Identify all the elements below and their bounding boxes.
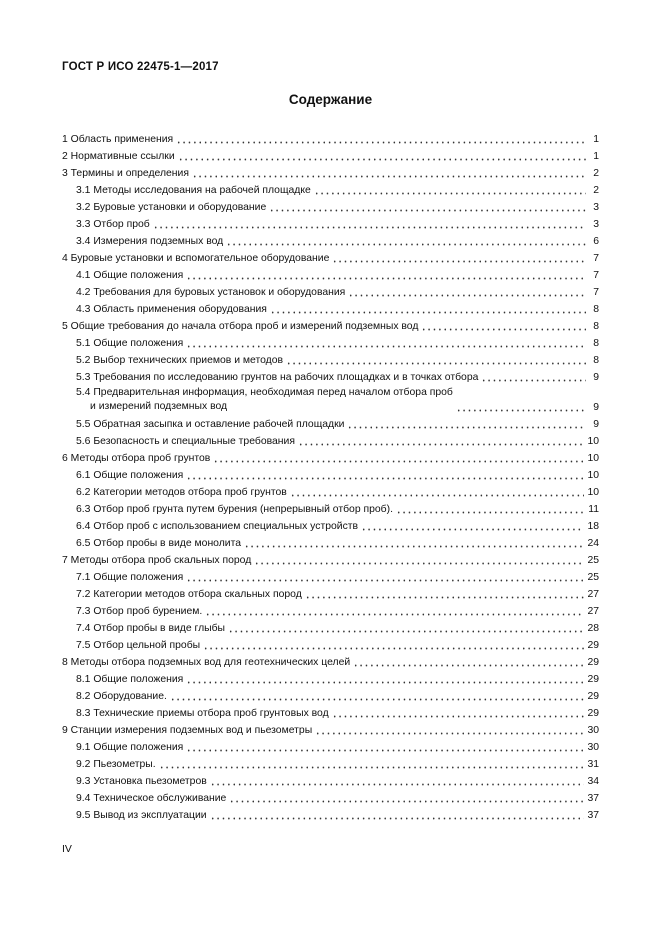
toc-entry[interactable] xyxy=(62,414,599,431)
dot-leader xyxy=(332,260,586,263)
toc-entry-title: 4.3 Область применения оборудования xyxy=(76,304,267,315)
toc-entry-page: 25 xyxy=(587,555,599,566)
toc-entry-page: 9 xyxy=(593,419,599,430)
dot-leader xyxy=(421,328,586,331)
toc-entry-title: 5.5 Обратная засыпка и оставление рабочей площадки xyxy=(76,419,345,430)
dot-leader xyxy=(210,783,585,786)
toc-entry-title: 5.1 Общие положения xyxy=(76,338,184,349)
dot-leader xyxy=(315,732,584,735)
toc-entry[interactable] xyxy=(62,299,599,316)
toc-entry[interactable] xyxy=(62,516,599,533)
toc-entry[interactable] xyxy=(62,805,599,822)
toc-entry-page: 7 xyxy=(593,270,599,281)
toc-entry-page: 6 xyxy=(593,236,599,247)
toc-entry[interactable] xyxy=(62,197,599,214)
dot-leader xyxy=(347,426,586,429)
toc-entry-title: 5.3 Требования по исследованию грунтов на рабочих площадках и в точках отбора xyxy=(76,372,479,383)
dot-leader xyxy=(170,698,585,701)
dot-leader xyxy=(186,579,584,582)
toc-entry-page: 7 xyxy=(593,287,599,298)
toc-entry-title: 8.3 Технические приемы отбора проб грунтовых вод xyxy=(76,708,329,719)
dot-leader xyxy=(305,596,585,599)
toc-entry[interactable] xyxy=(62,618,599,635)
toc-entry[interactable] xyxy=(62,248,599,265)
dot-leader xyxy=(159,766,585,769)
toc-entry-page: 8 xyxy=(593,355,599,366)
toc-entry-page: 28 xyxy=(587,623,599,634)
toc-entry[interactable] xyxy=(62,652,599,669)
toc-entry-title: 6.3 Отбор проб грунта путем бурения (непрерывный отбор проб). xyxy=(76,504,393,515)
toc-entry-title-line2: и измерений подземных вод xyxy=(90,401,228,412)
toc-entry[interactable] xyxy=(62,635,599,652)
toc-entry-title: 4.2 Требования для буровых установок и оборудования xyxy=(76,287,346,298)
toc-entry[interactable] xyxy=(62,180,599,197)
toc-entry[interactable] xyxy=(62,669,599,686)
toc-entry[interactable] xyxy=(62,350,599,367)
toc-entry-page: 27 xyxy=(587,589,599,600)
dot-leader xyxy=(226,243,586,246)
toc-entry-title: 7.1 Общие положения xyxy=(76,572,184,583)
dot-leader xyxy=(176,141,586,144)
toc-entry-page: 3 xyxy=(593,202,599,213)
dot-leader xyxy=(178,158,586,161)
dot-leader xyxy=(192,175,586,178)
dot-leader xyxy=(229,800,584,803)
dot-leader xyxy=(186,749,584,752)
toc-entry-title: 3 Термины и определения xyxy=(62,168,189,179)
toc-entry-title: 3.4 Измерения подземных вод xyxy=(76,236,224,247)
toc-entry-page: 29 xyxy=(587,657,599,668)
toc-entry[interactable] xyxy=(62,720,599,737)
dot-leader xyxy=(153,226,586,229)
dot-leader xyxy=(290,494,585,497)
dot-leader xyxy=(332,715,585,718)
toc-entry[interactable] xyxy=(62,265,599,282)
toc-entry[interactable] xyxy=(62,231,599,248)
toc-entry[interactable] xyxy=(62,448,599,465)
toc-entry-page: 2 xyxy=(593,168,599,179)
toc-entry[interactable] xyxy=(62,601,599,618)
toc-entry[interactable] xyxy=(62,367,599,384)
toc-entry-page: 7 xyxy=(593,253,599,264)
toc-entry-title: 9.4 Техническое обслуживание xyxy=(76,793,227,804)
toc-entry-page: 29 xyxy=(587,691,599,702)
toc-entry[interactable] xyxy=(62,465,599,482)
toc-entry-page: 27 xyxy=(587,606,599,617)
toc-entry-page: 9 xyxy=(593,402,599,413)
toc-entry[interactable] xyxy=(62,333,599,350)
toc-entry-page: 18 xyxy=(587,521,599,532)
toc-entry-page: 37 xyxy=(587,810,599,821)
toc-entry-title: 7.4 Отбор пробы в виде глыбы xyxy=(76,623,226,634)
toc-entry-page: 2 xyxy=(593,185,599,196)
toc-entry-title: 7.2 Категории методов отбора скальных пород xyxy=(76,589,302,600)
toc-entry-page: 11 xyxy=(588,504,599,515)
toc-entry[interactable] xyxy=(62,737,599,754)
dot-leader xyxy=(203,647,584,650)
toc-entry-title: 8 Методы отбора подземных вод для геотехнических целей xyxy=(62,657,351,668)
toc-entry[interactable] xyxy=(62,584,599,601)
toc-entry[interactable] xyxy=(62,686,599,703)
toc-entry-page: 30 xyxy=(587,742,599,753)
toc-entry[interactable] xyxy=(62,567,599,584)
toc-entry-page: 8 xyxy=(593,338,599,349)
page-number: IV xyxy=(62,843,72,855)
dot-leader xyxy=(396,511,585,514)
toc-entry[interactable] xyxy=(62,550,599,567)
toc-entry[interactable] xyxy=(62,316,599,333)
dot-leader xyxy=(361,528,584,531)
toc-entry[interactable] xyxy=(62,533,599,550)
toc-entry[interactable] xyxy=(62,703,599,720)
document-header: ГОСТ Р ИСО 22475-1—2017 xyxy=(62,61,219,73)
toc-entry-title: 4.1 Общие положения xyxy=(76,270,184,281)
dot-leader xyxy=(298,443,584,446)
dot-leader xyxy=(244,545,584,548)
toc-entry-page: 10 xyxy=(587,453,599,464)
dot-leader xyxy=(353,664,584,667)
toc-entry-title: 6.4 Отбор проб с использованием специальных устройств xyxy=(76,521,359,532)
toc-entry-title: 7.5 Отбор цельной пробы xyxy=(76,640,201,651)
toc-entry-page: 10 xyxy=(587,470,599,481)
toc-entry[interactable] xyxy=(62,129,599,146)
toc-entry-title: 9 Станции измерения подземных вод и пьезометры xyxy=(62,725,313,736)
dot-leader xyxy=(186,681,584,684)
dot-leader xyxy=(481,379,586,382)
dot-leader xyxy=(456,409,586,412)
toc-entry-title: 5.2 Выбор технических приемов и методов xyxy=(76,355,284,366)
toc-entry[interactable] xyxy=(62,482,599,499)
page-title: Содержание xyxy=(288,92,373,107)
toc-entry-title: 6.1 Общие положения xyxy=(76,470,184,481)
toc-entry-title: 3.2 Буровые установки и оборудование xyxy=(76,202,267,213)
toc-entry-title: 4 Буровые установки и вспомогательное оборудование xyxy=(62,253,330,264)
toc-entry-title: 6.5 Отбор пробы в виде монолита xyxy=(76,538,242,549)
toc-entry-title-line1: 5.4 Предварительная информация, необходимая перед началом отбора проб xyxy=(76,387,453,398)
dot-leader xyxy=(186,277,586,280)
toc-entry[interactable] xyxy=(62,431,599,448)
toc-entry[interactable] xyxy=(62,282,599,299)
toc-entry-page: 37 xyxy=(587,793,599,804)
toc-entry-title: 1 Область применения xyxy=(62,134,174,145)
dot-leader xyxy=(286,362,586,365)
toc-entry-page: 9 xyxy=(593,372,599,383)
toc-entry-page: 31 xyxy=(587,759,599,770)
dot-leader xyxy=(314,192,586,195)
toc-entry-title xyxy=(76,386,453,414)
dot-leader xyxy=(348,294,586,297)
toc-entry-title: 3.1 Методы исследования на рабочей площадке xyxy=(76,185,311,196)
toc-entry-title: 6.2 Категории методов отбора проб грунтов xyxy=(76,487,287,498)
toc-entry-page: 1 xyxy=(593,134,599,145)
toc-entry[interactable] xyxy=(62,384,599,414)
toc-entry-page: 30 xyxy=(587,725,599,736)
toc-entry-title: 5.6 Безопасность и специальные требования xyxy=(76,436,295,447)
toc-entry-page: 29 xyxy=(587,708,599,719)
toc-entry-title: 9.2 Пьезометры. xyxy=(76,759,156,770)
dot-leader xyxy=(254,562,584,565)
toc-entry-title: 9.1 Общие положения xyxy=(76,742,184,753)
toc-entry-title: 2 Нормативные ссылки xyxy=(62,151,175,162)
toc-entry-page: 10 xyxy=(587,487,599,498)
toc-entry-page: 34 xyxy=(587,776,599,787)
dot-leader xyxy=(270,311,586,314)
toc-entry-title: 7.3 Отбор проб бурением. xyxy=(76,606,203,617)
table-of-contents xyxy=(62,129,599,822)
dot-leader xyxy=(213,460,584,463)
toc-entry-page: 29 xyxy=(587,640,599,651)
toc-entry-page: 8 xyxy=(593,304,599,315)
toc-entry-title: 5 Общие требования до начала отбора проб и измерений подземных вод xyxy=(62,321,419,332)
dot-leader xyxy=(210,817,585,820)
toc-entry-title: 9.3 Установка пьезометров xyxy=(76,776,207,787)
toc-entry[interactable] xyxy=(62,163,599,180)
toc-entry-title: 6 Методы отбора проб грунтов xyxy=(62,453,211,464)
toc-entry-page: 25 xyxy=(587,572,599,583)
toc-entry-title: 8.2 Оборудование. xyxy=(76,691,167,702)
toc-entry-page: 29 xyxy=(587,674,599,685)
toc-entry[interactable] xyxy=(62,754,599,771)
toc-entry-page: 10 xyxy=(587,436,599,447)
toc-entry-title: 7 Методы отбора проб скальных пород xyxy=(62,555,252,566)
toc-entry-page: 24 xyxy=(587,538,599,549)
toc-entry[interactable] xyxy=(62,214,599,231)
toc-entry-page: 1 xyxy=(593,151,599,162)
dot-leader xyxy=(205,613,584,616)
toc-entry[interactable] xyxy=(62,499,599,516)
toc-entry-title: 8.1 Общие положения xyxy=(76,674,184,685)
toc-entry[interactable] xyxy=(62,146,599,163)
dot-leader xyxy=(186,477,584,480)
toc-entry[interactable] xyxy=(62,771,599,788)
toc-entry[interactable] xyxy=(62,788,599,805)
toc-entry-title: 3.3 Отбор проб xyxy=(76,219,150,230)
toc-entry-page: 3 xyxy=(593,219,599,230)
dot-leader xyxy=(186,345,586,348)
toc-entry-page: 8 xyxy=(593,321,599,332)
dot-leader xyxy=(269,209,586,212)
toc-entry-title: 9.5 Вывод из эксплуатации xyxy=(76,810,207,821)
dot-leader xyxy=(228,630,584,633)
